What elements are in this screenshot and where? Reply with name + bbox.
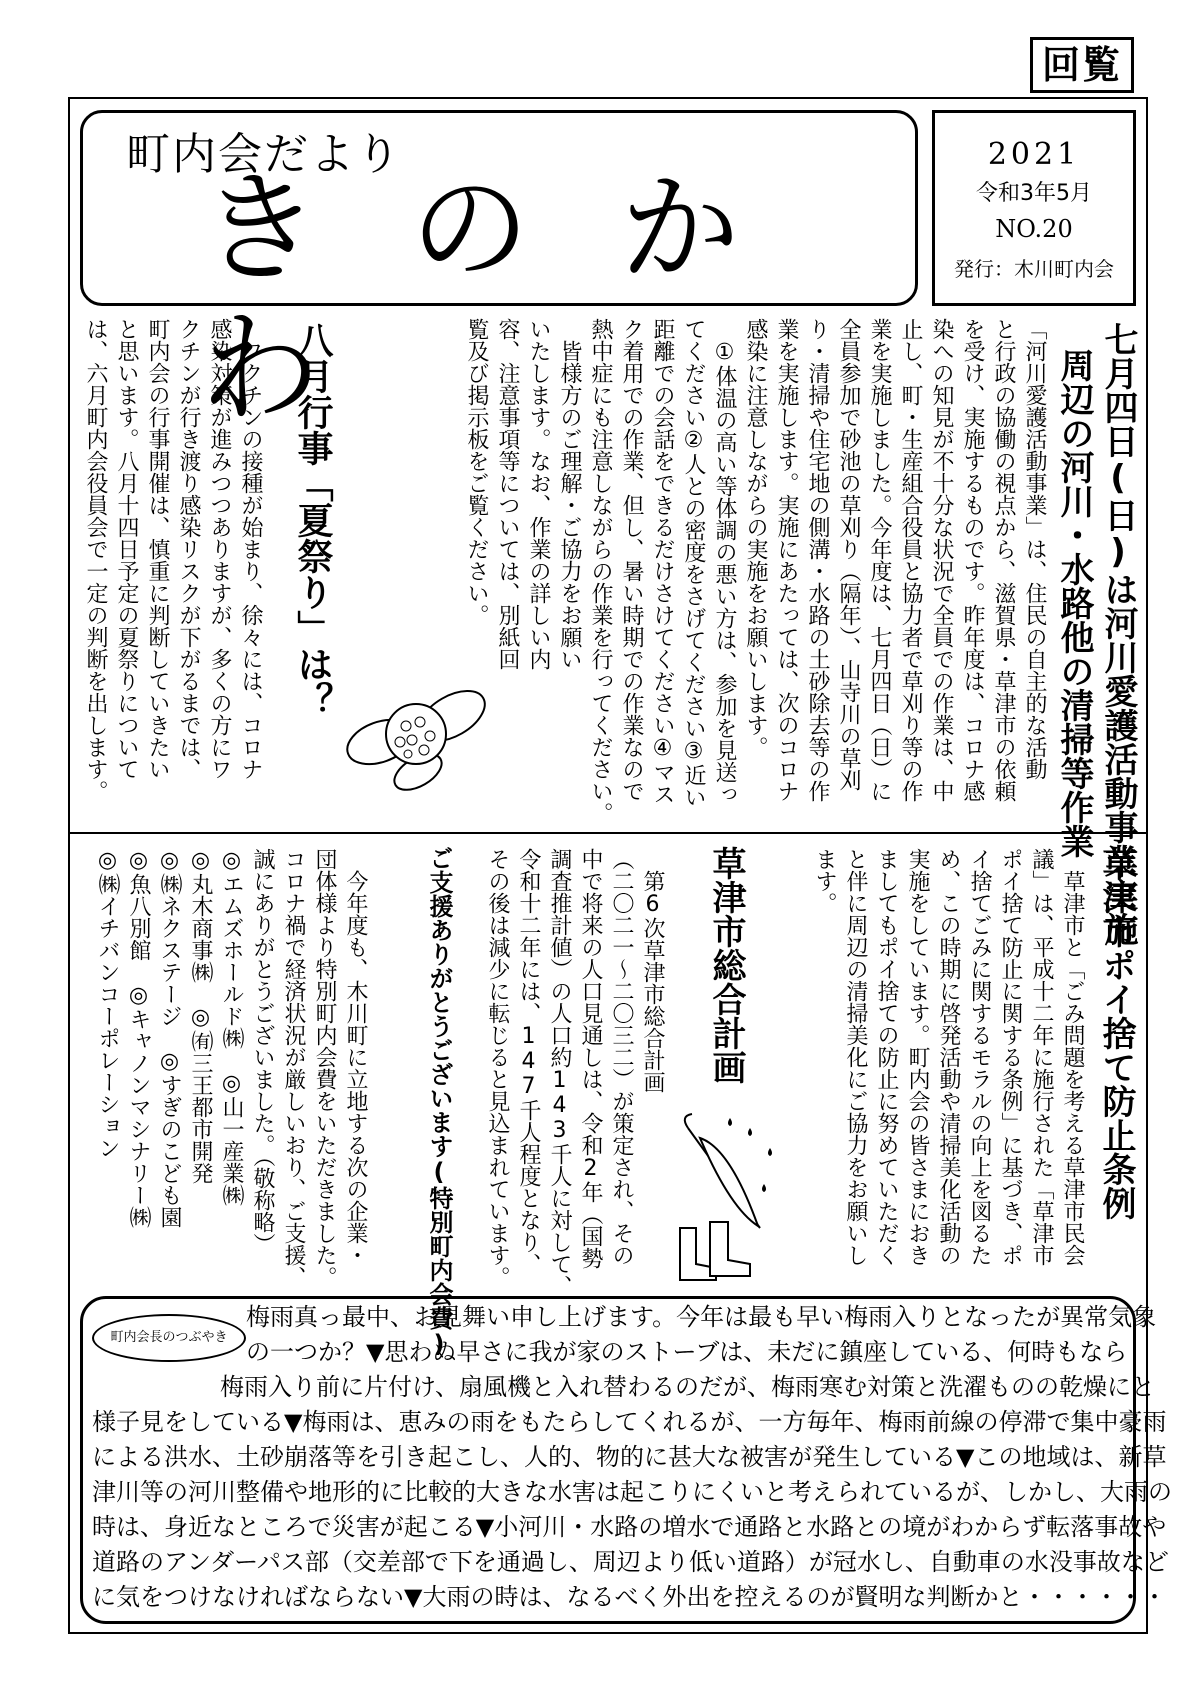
article1-line: 感染に注意しながらの実施をお願いします。 [743, 318, 768, 758]
article3-body [809, 848, 1088, 1278]
article3-line: ます。 [812, 848, 837, 914]
article1-headline-2: 周辺の河川・水路他の清掃等作業 [1054, 348, 1094, 858]
article5-line: 誠にありがとうございました。（敬称略） [250, 848, 275, 1255]
article4-body [482, 848, 668, 1297]
article1-line: ①体温の高い等体調の悪い方は、参加を見送っ [712, 318, 737, 805]
article5-line: 団体様より特別町内会費をいただきました。 [312, 848, 337, 1288]
issue-info-box [932, 110, 1136, 306]
article3-line: 議」は、平成十二年に施行された「草津市 [1029, 848, 1054, 1266]
article4-line: 第6次草津市総合計画 [640, 848, 665, 1093]
article5-line: 今年度も、木川町に立地する次の企業・ [343, 848, 368, 1266]
umbrella-boots-illustration [670, 1108, 780, 1288]
article1-line: 止し、町・生産組合役員と協力者で草刈り等の作 [898, 318, 923, 802]
article5-line: ◎エムズホールド㈱ ◎山一産業㈱ [219, 848, 244, 1206]
article1-line: 全員参加で砂池の草刈り（隔年）、山寺川の草刈 [836, 318, 861, 791]
murmur-line: に気をつけなければならない▼大雨の時は、なるべく外出を控えるのが賢明な判断かと・・・・・・ [92, 1583, 1167, 1611]
murmur-line: による洪水、土砂崩落等を引き起こし、人的、物的に甚大な被害が発生している▼この地域は、新草 [92, 1443, 1167, 1471]
article3-headline: 草津市ポイ捨て防止条例 [1096, 846, 1136, 1220]
article1-line: 染への知見が不十分な状況で全員での作業は、中 [929, 318, 954, 802]
article2-body [80, 318, 266, 818]
article4-line: 令和十二年には、147千人程度となり、 [516, 848, 541, 1275]
article2-line: クチンが行き渡り感染リスクが下がるまでは、 [176, 318, 201, 780]
article1-line: いたします。なお、作業の詳しい内 [526, 318, 551, 670]
murmur-line: 道路のアンダーパス部（交差部で下を通過し、周辺より低い道路）が冠水し、自動車の水没事故など [92, 1548, 1169, 1576]
section-divider [70, 832, 1146, 834]
issue-number: NO.20 [995, 215, 1073, 243]
article4-line: 中で将来の人口見通しは、令和2年（国勢 [578, 848, 603, 1269]
article1-line: と行政の協働の視点から、滋賀県・草津市の依頼 [991, 318, 1016, 802]
article1-line: 業を実施します。実施にあたっては、次のコロナ [774, 318, 799, 802]
article1-line: 皆様方のご理解・ご協力をお願い [557, 318, 582, 670]
article3-line: と伴に周辺の清掃美化にご協力をお願いし [843, 848, 868, 1266]
article4-line: その後は減少に転じると見込まれています。 [485, 848, 510, 1288]
murmur-line: 梅雨真っ最中、お見舞い申し上げます。今年は最も早い梅雨入りとなったが異常気象 [246, 1303, 1157, 1331]
circulation-stamp: 回覧 [1030, 37, 1134, 93]
article2-line: は、六月町内会役員会で一定の判断を出します。 [83, 318, 108, 802]
article5-line: ◎㈱イチバンコーポレーション [95, 848, 120, 1159]
article5-body [92, 848, 371, 1288]
article1-line: を受け、実施するものです。昨年度は、コロナ感 [960, 318, 985, 802]
article5-line: ◎丸木商事㈱ ◎㈲三王都市開発 [188, 848, 213, 1184]
article1-line: 業を実施しました。今年度は、七月四日（日）に [867, 318, 892, 802]
article3-line: め、この時期に啓発活動や清掃美化活動の [936, 848, 961, 1266]
murmur-line: 様子見をしている▼梅雨は、恵みの雨をもたらしてくれるが、一方毎年、梅雨前線の停滞で集中豪雨 [92, 1408, 1167, 1436]
article2-headline: 八月行事「夏祭り」は？ [292, 322, 333, 718]
article1-line: 「河川愛護活動事業」は、住民の自主的な活動 [1022, 318, 1047, 780]
article5-line: ◎魚八別館 ◎キャノンマシナリー㈱ [126, 848, 151, 1228]
chairman-murmur-badge: 町内会長のつぶやき [92, 1314, 246, 1362]
article1-headline-1: 七月四日(日)は河川愛護活動事業実施 [1098, 322, 1138, 946]
issue-date: 令和3年5月 [976, 181, 1092, 206]
article2-line: と思います。八月十四日予定の夏祭りについて [114, 318, 139, 780]
article3-line: 草津市と「ごみ問題を考える草津市民会 [1060, 848, 1085, 1266]
article4-headline: 草津市総合計画 [706, 846, 746, 1084]
article4-line: 調査推計値）の人口約143千人に対して、 [547, 848, 572, 1297]
article5-line: ◎㈱ネクステージ ◎すぎのこども園 [157, 848, 182, 1228]
murmur-line: の一つか？▼思わぬ早さに我が家のストーブは、未だに鎮座している、何時もなら [246, 1338, 1128, 1366]
article1-line: ク着用での作業、但し、暑い時期での作業なので [619, 318, 644, 802]
article1-line: 熱中症にも注意しながらの作業を行ってください。 [588, 318, 613, 824]
article3-line: ましてもポイ捨ての防止に努めていただく [874, 848, 899, 1266]
article3-line: 実施をしています。町内会の皆さまにおき [905, 848, 930, 1266]
article2-line: 町内会の行事開催は、慎重に判断していきたい [145, 318, 170, 780]
newsletter-title: きのかわ [200, 160, 830, 439]
hydrangea-illustration [340, 682, 490, 792]
murmur-line: 時は、身近なところで災害が起こる▼小河川・水路の増水で通路と水路との境がわからず転落事故や [92, 1513, 1167, 1541]
article2-line: ワクチンの接種が始まり、徐々には、コロナ [238, 318, 263, 780]
article1-line: り・清掃や住宅地の側溝・水路の土砂除去等の作 [805, 318, 830, 802]
article1-line: 容、注意事項等については、別紙回 [495, 318, 520, 670]
article5-headline: ご支援ありがとうございます(特別町内会費) [425, 846, 453, 1358]
newsletter-subtitle: 町内会だより [126, 129, 402, 180]
article2-line: 感染対策が進みつつありますが、多くの方にワ [207, 318, 232, 780]
article1-line: 覧及び掲示板をご覧ください。 [464, 318, 489, 626]
article1-line: てください②人との密度をさげてください③近い [681, 318, 706, 808]
article1-line: 距離での会話をできるだけさけてください④マス [650, 318, 675, 805]
issue-year: 2021 [987, 137, 1081, 172]
article1-body [461, 318, 1050, 824]
article4-line: （二〇二一～二〇三二）が策定され、その [609, 848, 634, 1266]
murmur-line: 梅雨入り前に片付け、扇風機と入れ替わるのだが、梅雨寒む対策と洗濯ものの乾燥にと [220, 1373, 1156, 1401]
publisher: 発行：木川町内会 [954, 257, 1114, 281]
article3-line: イ捨てごみに関するモラルの向上を図るた [967, 848, 992, 1266]
article3-line: ポイ捨て防止に関する条例」に基づき、ポ [998, 848, 1023, 1266]
article5-line: コロナ禍で経済状況が厳しいおり、ご支援、 [281, 848, 306, 1288]
murmur-line: 津川等の河川整備や地形的に比較的大きな水害は起こりにくいと考えられているが、しかし、大雨の [92, 1478, 1172, 1506]
